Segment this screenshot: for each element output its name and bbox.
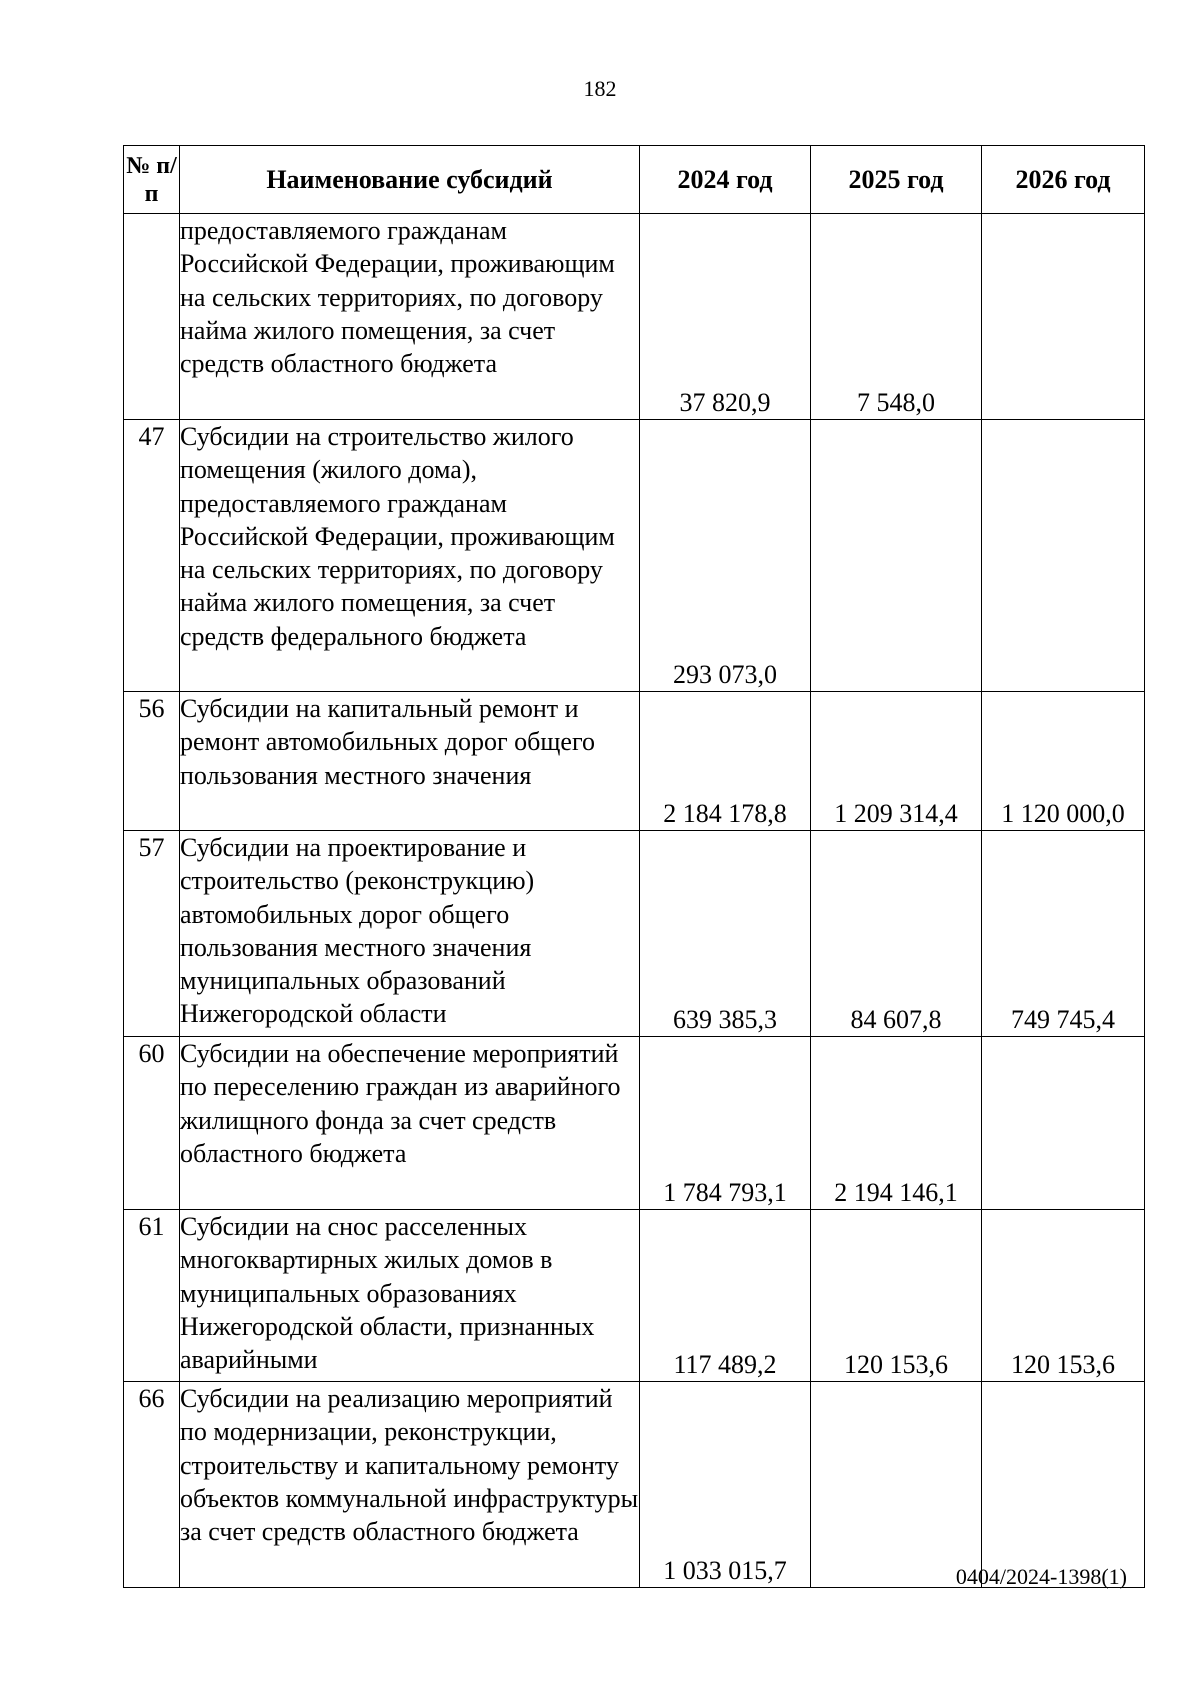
subsidy-name: Субсидии на капитальный ремонт и ремонт автомобильных дорог общего пользования местного значения	[180, 692, 640, 831]
value-2025: 2 194 146,1	[811, 1037, 982, 1210]
value-2025: 120 153,6	[811, 1210, 982, 1382]
value-2024: 1 033 015,7	[640, 1382, 811, 1588]
value-2026: 749 745,4	[982, 831, 1145, 1037]
row-number: 61	[124, 1210, 180, 1382]
row-number: 66	[124, 1382, 180, 1588]
subsidy-name: Субсидии на снос расселенных многоквартирных жилых домов в муниципальных образованиях Нижегородской области, признанных аварийными	[180, 1210, 640, 1382]
value-2026: 1 120 000,0	[982, 692, 1145, 831]
value-2024: 117 489,2	[640, 1210, 811, 1382]
subsidy-name: Субсидии на обеспечение мероприятий по переселению граждан из аварийного жилищного фонда за счет средств областного бюджета	[180, 1037, 640, 1210]
table-row	[124, 692, 1145, 831]
value-2026	[982, 1382, 1145, 1588]
value-2026: 120 153,6	[982, 1210, 1145, 1382]
header-name: Наименование субсидий	[180, 146, 640, 214]
row-number: 57	[124, 831, 180, 1037]
header-2025: 2025 год	[811, 146, 982, 214]
table-row	[124, 420, 1145, 692]
header-2024: 2024 год	[640, 146, 811, 214]
header-number: № п/п	[124, 146, 180, 214]
value-2025	[811, 1382, 982, 1588]
table-row	[124, 1382, 1145, 1588]
value-2024: 37 820,9	[640, 214, 811, 420]
value-2026	[982, 214, 1145, 420]
table-row	[124, 214, 1145, 420]
value-2026	[982, 1037, 1145, 1210]
subsidy-name: предоставляемого гражданам Российской Федерации, проживающим на сельских территориях, по договору найма жилого помещения, за счет средств областного бюджета	[180, 214, 640, 420]
row-number: 56	[124, 692, 180, 831]
table-header-row	[124, 146, 1145, 214]
value-2026	[982, 420, 1145, 692]
value-2024: 293 073,0	[640, 420, 811, 692]
row-number: 60	[124, 1037, 180, 1210]
value-2024: 639 385,3	[640, 831, 811, 1037]
value-2024: 1 784 793,1	[640, 1037, 811, 1210]
table-row	[124, 1210, 1145, 1382]
subsidy-name: Субсидии на реализацию мероприятий по модернизации, реконструкции, строительству и капитальному ремонту объектов коммунальной инфраструктуры за счет средств областного бюджета	[180, 1382, 640, 1588]
value-2025: 7 548,0	[811, 214, 982, 420]
value-2024: 2 184 178,8	[640, 692, 811, 831]
header-2026: 2026 год	[982, 146, 1145, 214]
value-2025: 84 607,8	[811, 831, 982, 1037]
value-2025: 1 209 314,4	[811, 692, 982, 831]
table-row	[124, 1037, 1145, 1210]
subsidies-table	[123, 145, 1145, 1588]
subsidy-name: Субсидии на строительство жилого помещения (жилого дома), предоставляемого гражданам Российской Федерации, проживающим на сельских территориях, по договору найма жилого помещения, за счет средств федерального бюджета	[180, 420, 640, 692]
row-number: 47	[124, 420, 180, 692]
document-code: 0404/2024-1398(1)	[955, 1564, 1127, 1589]
value-2025	[811, 420, 982, 692]
row-number	[124, 214, 180, 420]
page-number: 182	[583, 76, 617, 101]
subsidy-name: Субсидии на проектирование и строительство (реконструкцию) автомобильных дорог общего пользования местного значения муниципальных образований Нижегородской области	[180, 831, 640, 1037]
table-row	[124, 831, 1145, 1037]
